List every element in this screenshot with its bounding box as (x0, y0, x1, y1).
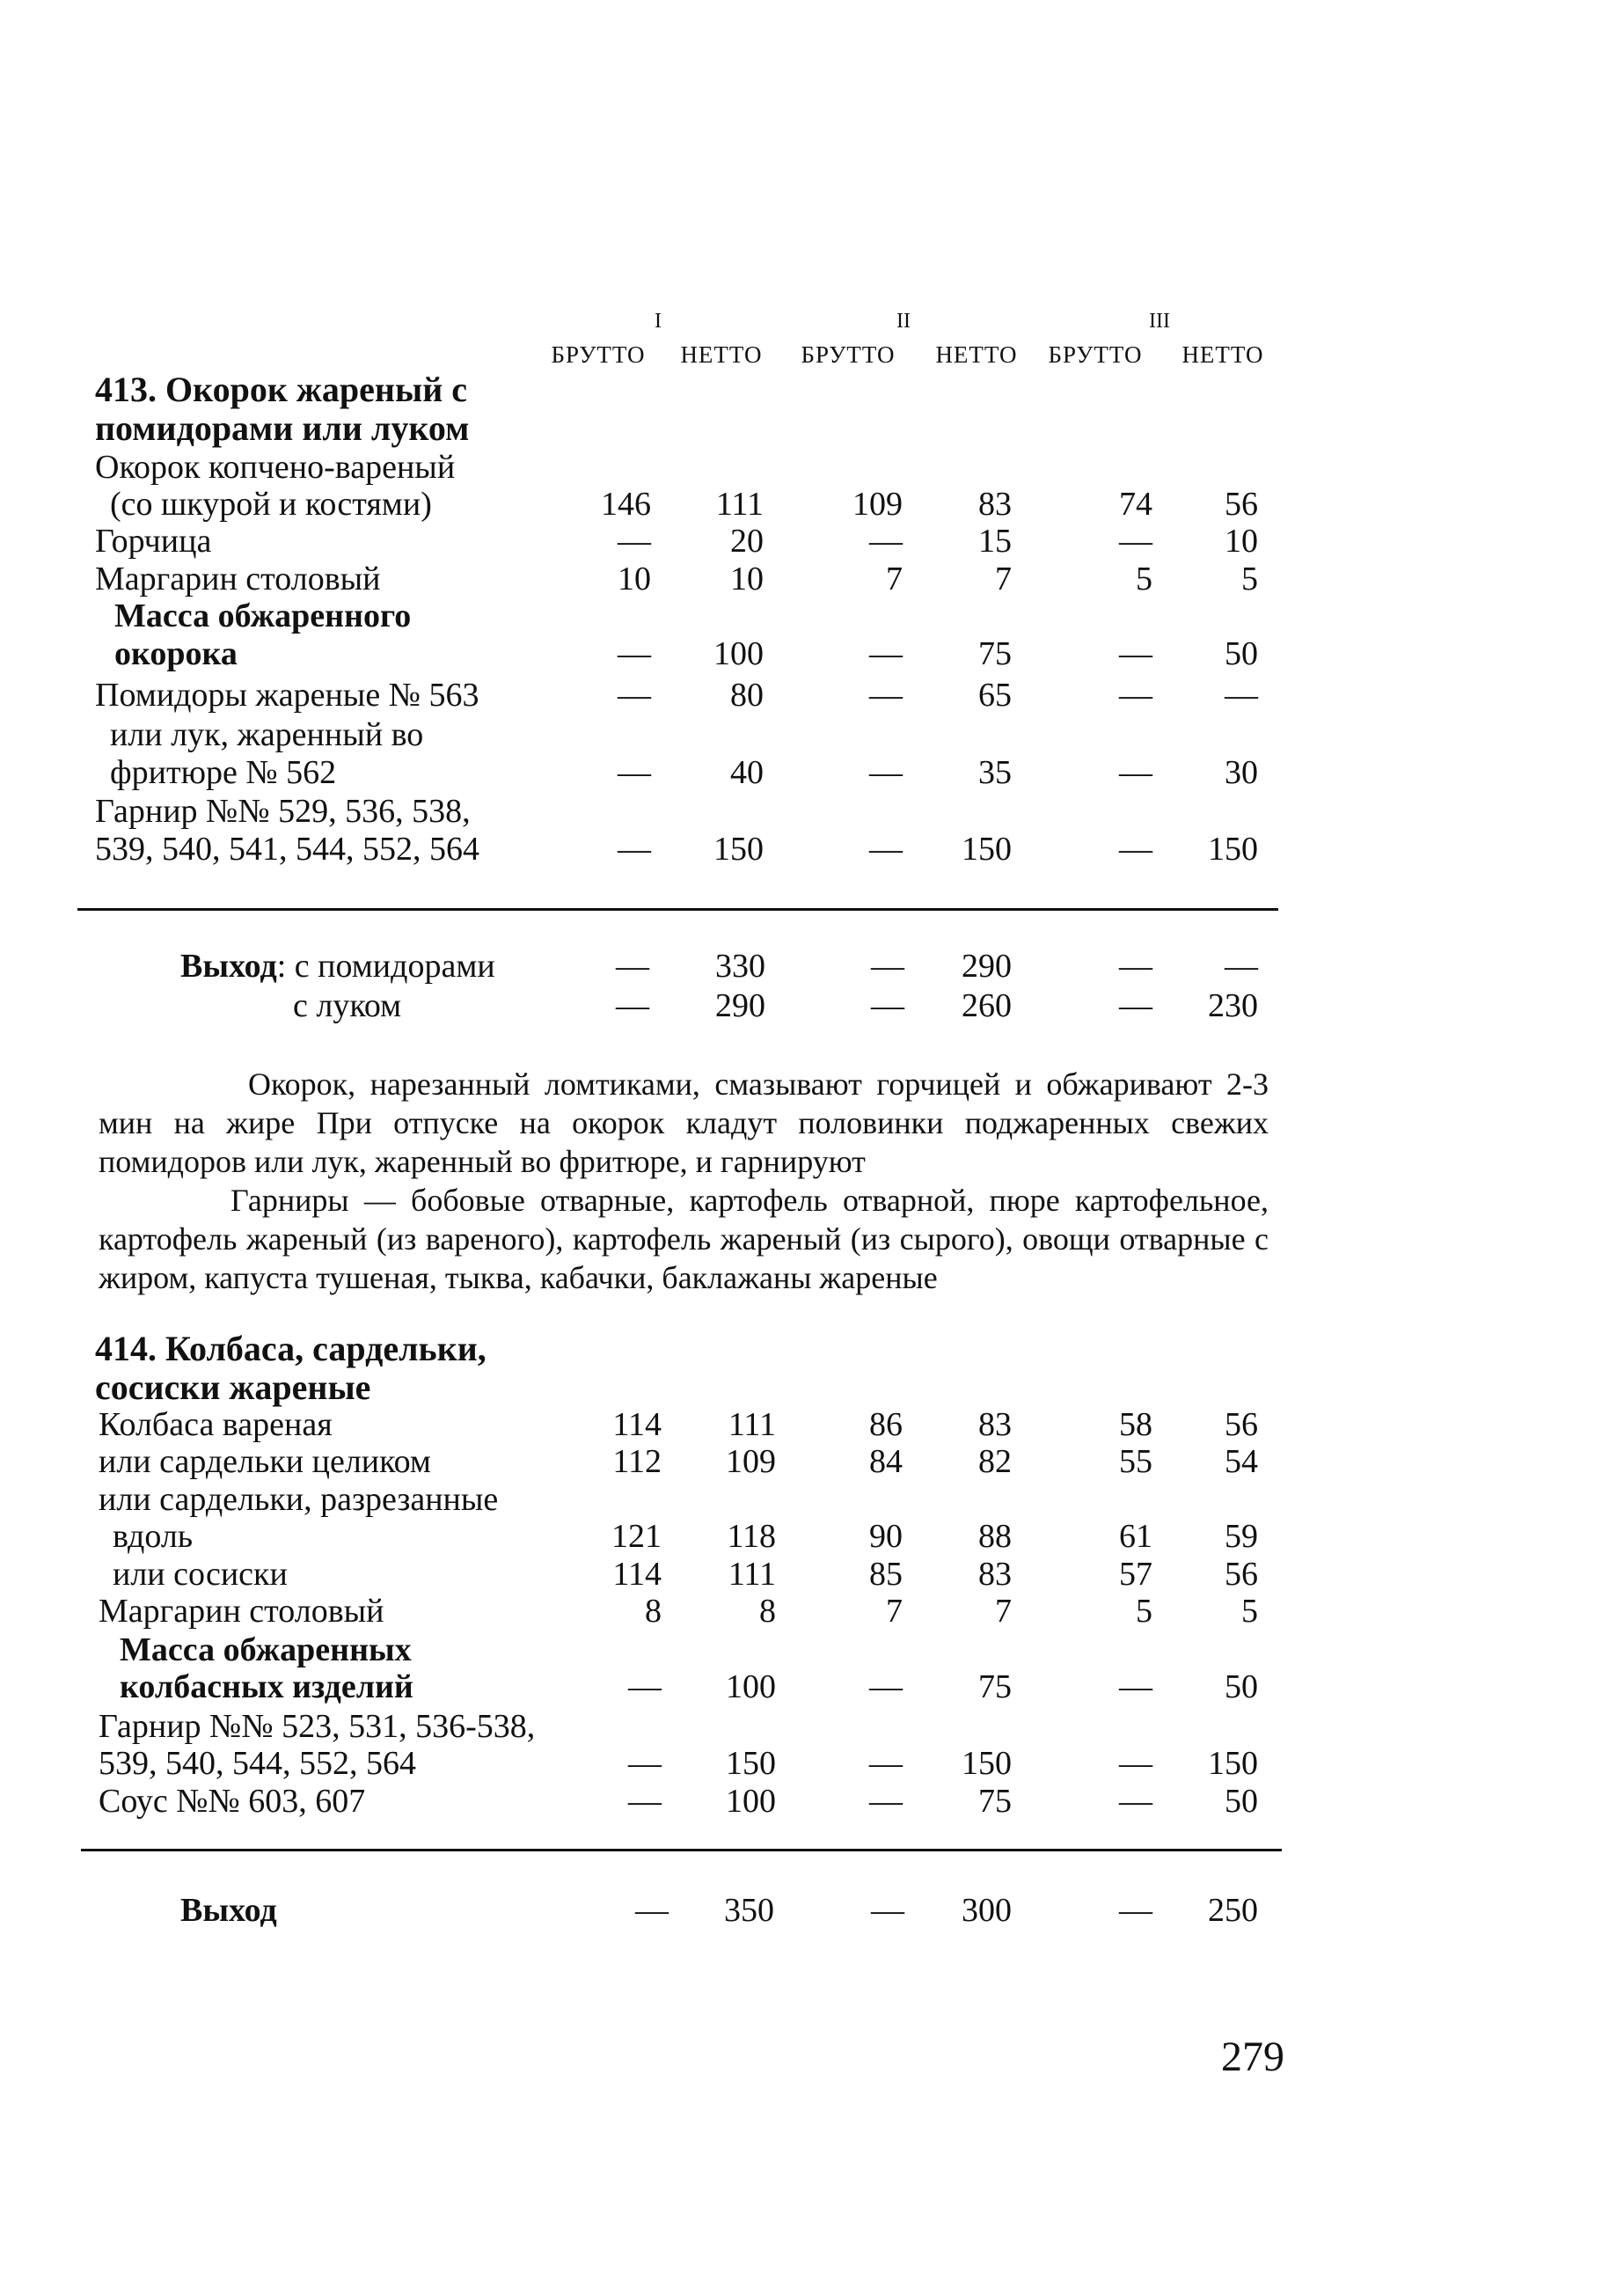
ingredient-label: Маргарин столовый (99, 1593, 384, 1630)
ingredient-label: или сосиски (113, 1556, 288, 1593)
quantity-cell: — (869, 1668, 903, 1705)
ingredient-label: 539, 540, 541, 544, 552, 564 (95, 831, 479, 868)
yield-value: 290 (715, 987, 765, 1024)
ingredient-label: Колбаса вареная (99, 1406, 333, 1443)
quantity-cell: — (1119, 677, 1152, 714)
quantity-cell: 20 (730, 523, 764, 560)
ingredient-label: Соус №№ 603, 607 (99, 1783, 366, 1820)
quantity-cell: 100 (726, 1668, 776, 1705)
quantity-cell: 75 (978, 635, 1012, 672)
quantity-cell: 150 (962, 831, 1012, 868)
ingredient-label: фритюре № 562 (110, 754, 337, 791)
quantity-cell: 15 (978, 523, 1012, 560)
quantity-cell: 75 (978, 1783, 1012, 1820)
quantity-cell: 5 (1241, 1593, 1258, 1630)
quantity-cell: 146 (601, 486, 651, 523)
quantity-cell: — (1119, 831, 1152, 868)
page-number: 279 (1221, 2034, 1284, 2080)
portion-II-label: II (896, 310, 911, 333)
yield-value: — (1119, 948, 1152, 985)
quantity-cell: — (869, 635, 903, 672)
quantity-cell: 35 (978, 754, 1012, 791)
quantity-cell: 114 (612, 1556, 662, 1593)
quantity-cell: 10 (730, 561, 764, 597)
quantity-cell: — (1119, 523, 1152, 560)
recipe-414-title: 414. Колбаса, сардельки, (95, 1329, 486, 1368)
ingredient-label: (со шкурой и костями) (110, 486, 432, 523)
ingredient-label: 539, 540, 544, 552, 564 (99, 1745, 416, 1782)
recipe-413-title: 413. Окорок жареный с (95, 370, 468, 409)
quantity-cell: 111 (728, 1406, 776, 1443)
quantity-cell: — (869, 1745, 903, 1782)
quantity-cell: — (1119, 1668, 1152, 1705)
yield-value: — (1119, 1892, 1152, 1929)
col-brutto-3: БРУТТО (1048, 341, 1143, 368)
quantity-cell: 150 (962, 1745, 1012, 1782)
quantity-cell: — (628, 1668, 662, 1705)
quantity-cell: 65 (978, 677, 1012, 714)
quantity-cell: — (1119, 754, 1152, 791)
quantity-cell: 83 (978, 486, 1012, 523)
ingredient-label: Гарнир №№ 523, 531, 536-538, (99, 1708, 536, 1745)
quantity-cell: 58 (1119, 1406, 1152, 1443)
quantity-cell: — (869, 523, 903, 560)
quantity-cell: 150 (1208, 831, 1258, 868)
yield-value: — (616, 987, 649, 1024)
quantity-cell: — (618, 831, 651, 868)
quantity-cell: 56 (1225, 486, 1258, 523)
ingredient-label: или сардельки целиком (99, 1443, 431, 1480)
ingredient-label: Маргарин столовый (95, 561, 381, 597)
quantity-cell: — (618, 523, 651, 560)
col-netto-3: НЕТТО (1181, 341, 1264, 368)
yield-value: — (871, 987, 904, 1024)
ingredient-label: Окорок копчено-вареный (95, 449, 456, 486)
quantity-cell: 5 (1136, 561, 1152, 597)
yield-value: — (635, 1892, 669, 1929)
ingredient-label: Гарнир №№ 529, 536, 538, (95, 793, 471, 830)
ingredient-label: Помидоры жареные № 563 (95, 677, 479, 714)
quantity-cell: 75 (978, 1668, 1012, 1705)
quantity-cell: — (628, 1745, 662, 1782)
quantity-cell: — (618, 677, 651, 714)
quantity-cell: — (1119, 1745, 1152, 1782)
quantity-cell: 109 (726, 1443, 776, 1480)
quantity-cell: 150 (713, 831, 764, 868)
quantity-cell: 114 (612, 1406, 662, 1443)
table-rule (81, 1849, 1282, 1851)
yield-value: — (616, 948, 649, 985)
quantity-cell: 82 (978, 1443, 1012, 1480)
quantity-cell: 80 (730, 677, 764, 714)
quantity-cell: 74 (1119, 486, 1152, 523)
portion-I-label: I (655, 310, 662, 333)
quantity-cell: 83 (978, 1406, 1012, 1443)
quantity-cell: 56 (1225, 1406, 1258, 1443)
quantity-cell: 50 (1225, 1783, 1258, 1820)
ingredient-label: колбасных изделий (120, 1668, 413, 1705)
yield-label: Выход (180, 948, 277, 985)
yield-value: — (871, 1892, 904, 1929)
yield-value: 350 (724, 1892, 774, 1929)
yield-variant-label: с луком (293, 987, 402, 1024)
quantity-cell: — (628, 1783, 662, 1820)
ingredient-label: Масса обжаренных (120, 1631, 412, 1668)
quantity-cell: 100 (726, 1783, 776, 1820)
quantity-cell: — (618, 635, 651, 672)
yield-value: 250 (1208, 1892, 1258, 1929)
quantity-cell: 50 (1225, 1668, 1258, 1705)
quantity-cell: 88 (978, 1518, 1012, 1555)
quantity-cell: 50 (1225, 635, 1258, 672)
col-brutto-2: БРУТТО (801, 341, 896, 368)
quantity-cell: 56 (1225, 1556, 1258, 1593)
quantity-cell: 90 (869, 1518, 903, 1555)
quantity-cell: — (869, 831, 903, 868)
quantity-cell: 112 (612, 1443, 662, 1480)
yield-value: — (1119, 987, 1152, 1024)
quantity-cell: 111 (715, 486, 764, 523)
quantity-cell: 85 (869, 1556, 903, 1593)
quantity-cell: — (869, 677, 903, 714)
yield-variant-label: : с помидорами (276, 948, 495, 985)
yield-value: — (871, 948, 904, 985)
yield-value: 300 (962, 1892, 1012, 1929)
quantity-cell: 10 (1225, 523, 1258, 560)
quantity-cell: 59 (1225, 1518, 1258, 1555)
quantity-cell: 5 (1136, 1593, 1152, 1630)
ingredient-label: или лук, жаренный во (110, 716, 424, 753)
quantity-cell: 8 (645, 1593, 662, 1630)
yield-value: 290 (962, 948, 1012, 985)
col-netto-2: НЕТТО (935, 341, 1018, 368)
table-rule (77, 908, 1278, 911)
quantity-cell: — (618, 754, 651, 791)
quantity-cell: 111 (728, 1556, 776, 1593)
recipe-413-description: Окорок, нарезанный ломтиками, смазывают горчицей и обжаривают 2-3 мин на жире При отпуске на окорок кладут половинки поджаренных свежих помидоров или лук, жаренный во фритюре, и гарнируют (99, 1066, 1269, 1179)
quantity-cell: 86 (869, 1406, 903, 1443)
quantity-cell: 30 (1225, 754, 1258, 791)
quantity-cell: — (1225, 677, 1258, 714)
recipe-414-subtitle: сосиски жареные (95, 1367, 371, 1407)
quantity-cell: 83 (978, 1556, 1012, 1593)
portion-III-label: III (1149, 310, 1170, 333)
quantity-cell: 7 (995, 561, 1012, 597)
quantity-cell: 40 (730, 754, 764, 791)
ingredient-label: или сардельки, разрезанные (99, 1481, 499, 1518)
quantity-cell: 61 (1119, 1518, 1152, 1555)
quantity-cell: — (869, 1783, 903, 1820)
ingredient-label: Масса обжаренного (114, 597, 412, 634)
quantity-cell: 118 (727, 1518, 776, 1555)
quantity-cell: 121 (611, 1518, 662, 1555)
quantity-cell: 150 (726, 1745, 776, 1782)
ingredient-label: вдоль (113, 1518, 194, 1555)
yield-value: 330 (715, 948, 765, 985)
col-netto-1: НЕТТО (680, 341, 763, 368)
quantity-cell: 57 (1119, 1556, 1152, 1593)
quantity-cell: 150 (1208, 1745, 1258, 1782)
recipe-413-garnish-note: Гарниры — бобовые отварные, картофель отварной, пюре картофельное, картофель жареный (из вареного), картофель жареный (из сырого), овощи отварные с жиром, капуста тушеная, тыква, кабачки, баклажаны жареные (99, 1183, 1269, 1295)
yield-value: 260 (962, 987, 1012, 1024)
quantity-cell: 8 (759, 1593, 776, 1630)
quantity-cell: 54 (1225, 1443, 1258, 1480)
quantity-cell: 10 (618, 561, 651, 597)
quantity-cell: — (1119, 1783, 1152, 1820)
quantity-cell: 7 (886, 561, 903, 597)
ingredient-label: окорока (114, 635, 238, 672)
yield-label: Выход (180, 1892, 277, 1929)
quantity-cell: 109 (852, 486, 903, 523)
quantity-cell: — (1119, 635, 1152, 672)
quantity-cell: — (869, 754, 903, 791)
yield-row-label (180, 949, 495, 983)
quantity-cell: 5 (1241, 561, 1258, 597)
yield-value: — (1225, 948, 1258, 985)
quantity-cell: 84 (869, 1443, 903, 1480)
quantity-cell: 55 (1119, 1443, 1152, 1480)
yield-value: 230 (1208, 987, 1258, 1024)
ingredient-label: Горчица (95, 523, 212, 560)
quantity-cell: 7 (886, 1593, 903, 1630)
quantity-cell: 100 (713, 635, 764, 672)
quantity-cell: 7 (995, 1593, 1012, 1630)
col-brutto-1: БРУТТО (551, 341, 646, 368)
recipe-413-subtitle: помидорами или луком (95, 408, 470, 448)
